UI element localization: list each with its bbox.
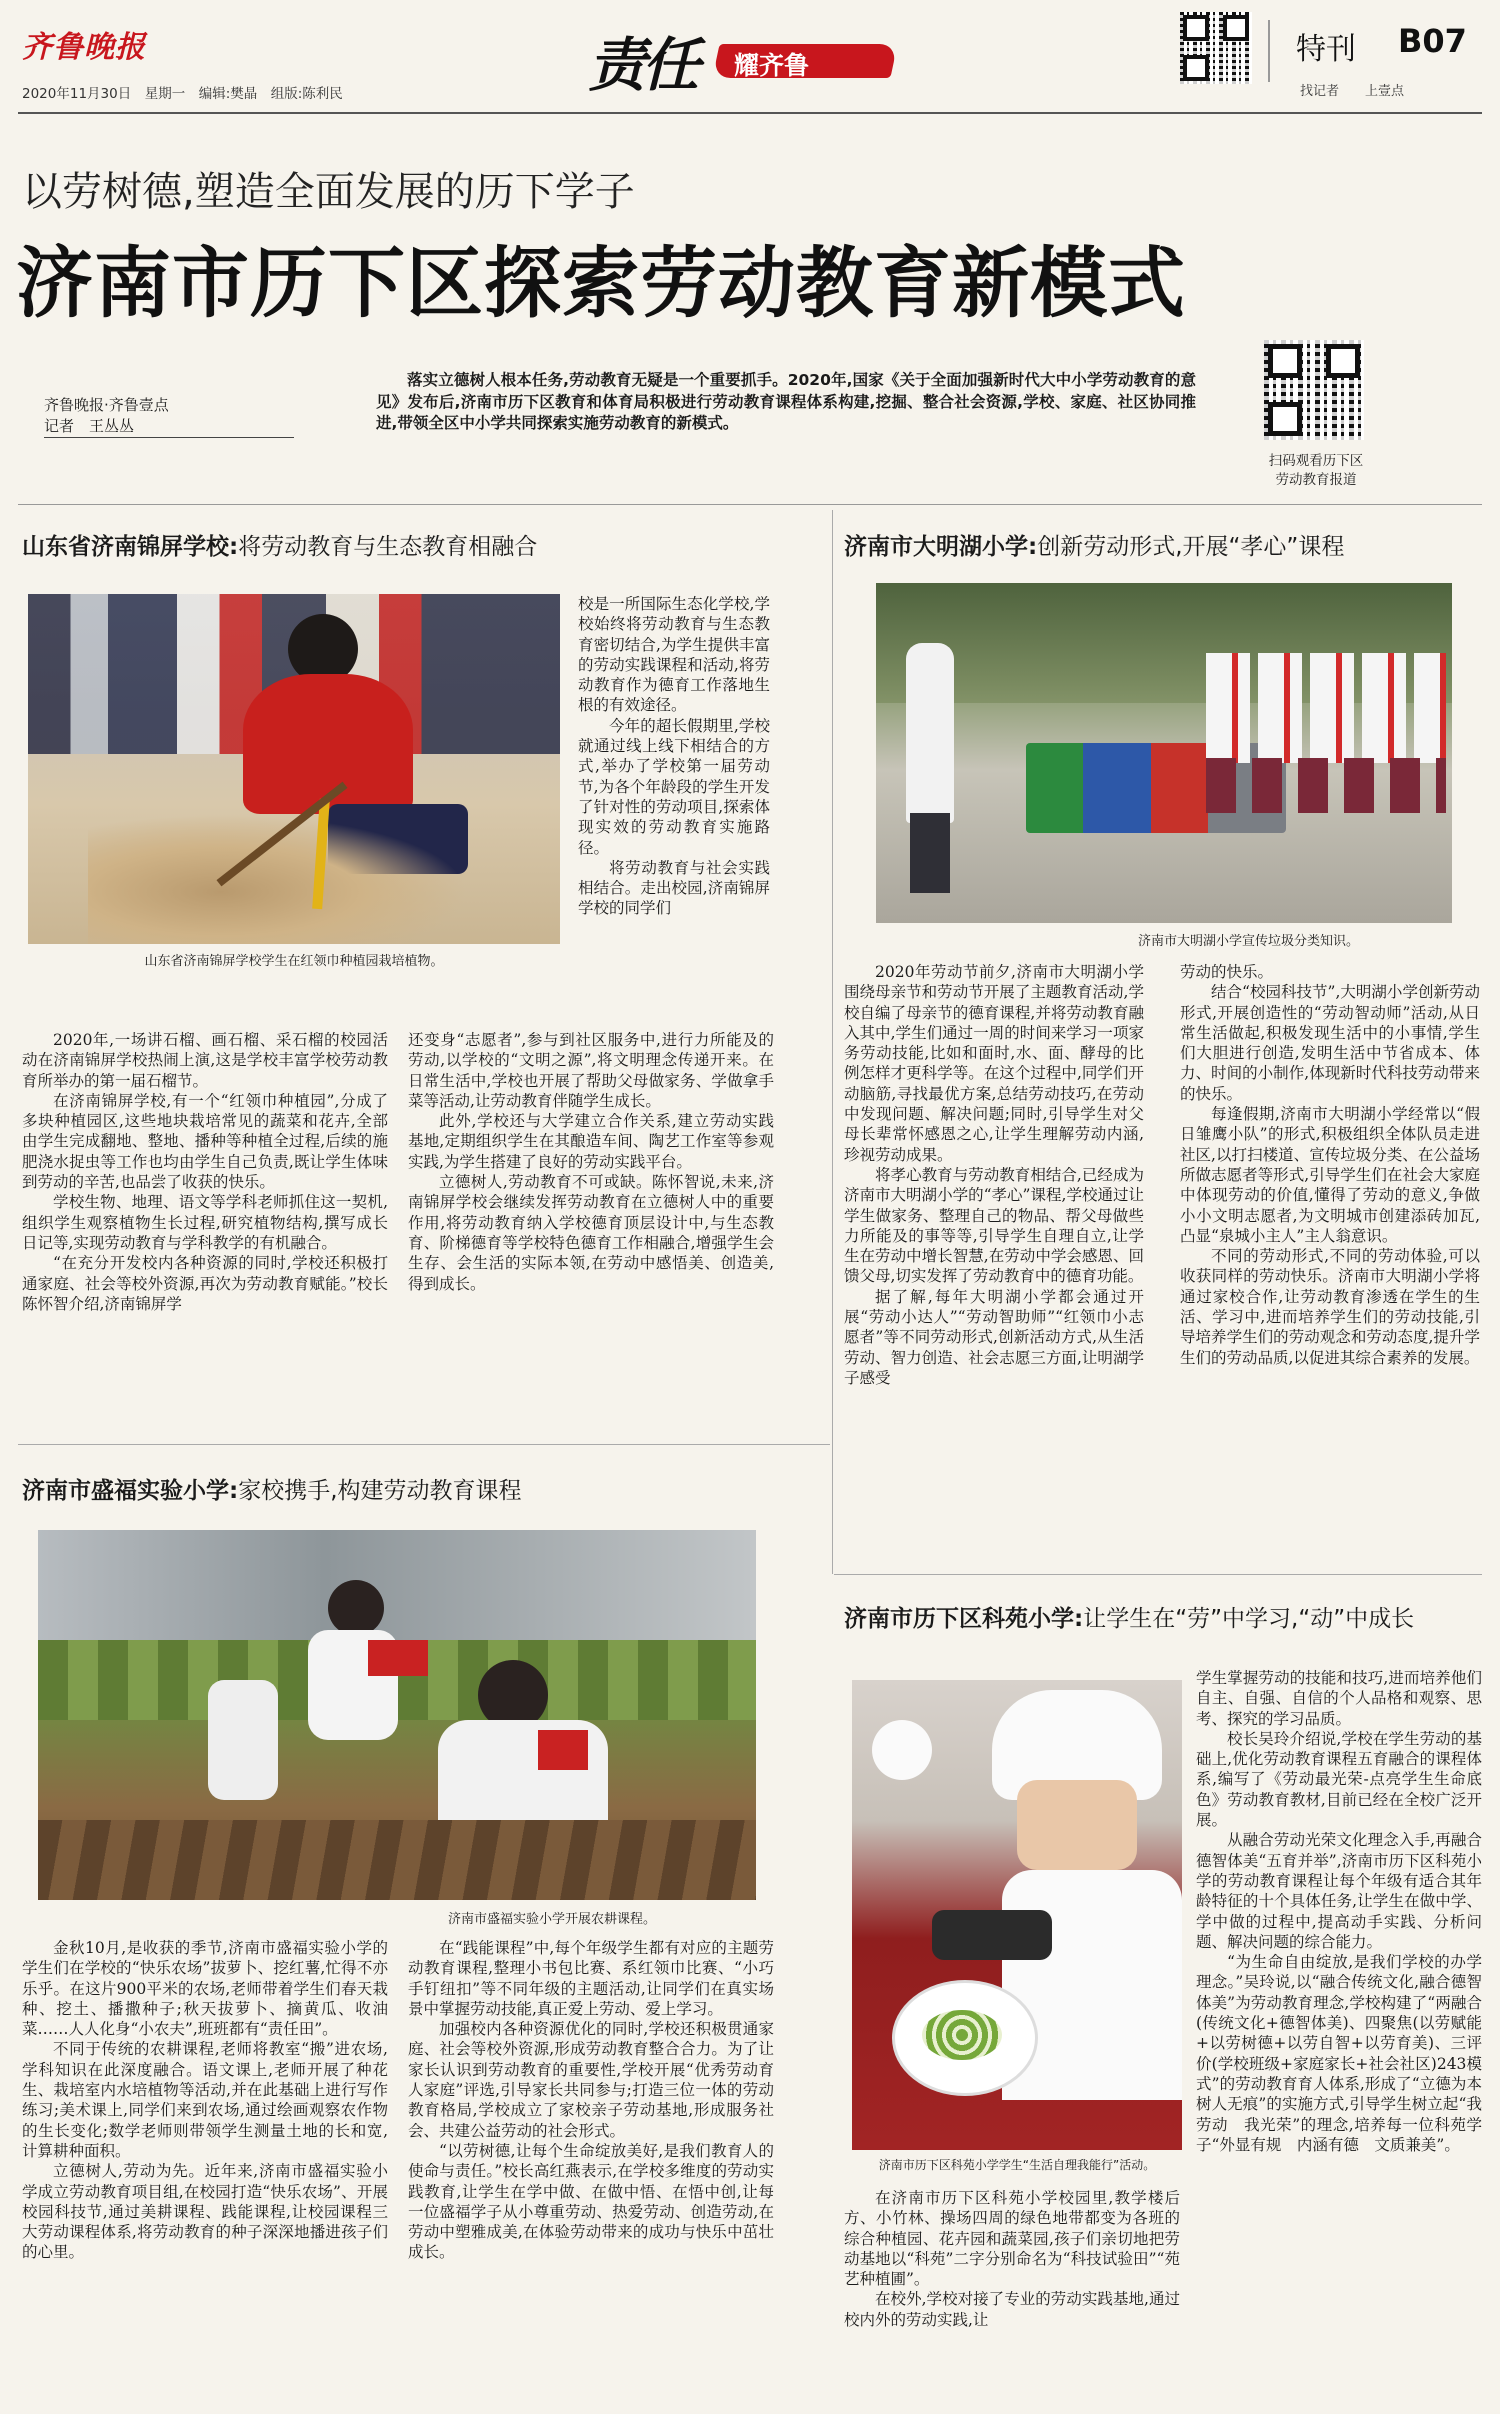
qr-caption: [1236, 452, 1396, 490]
shengfu-column-b: [408, 1938, 774, 2263]
section-divider: [834, 1574, 1482, 1575]
paragraph: 2020年劳动节前夕,济南市大明湖小学围绕母亲节和劳动节开展了主题教育活动,学校自编了母亲节的德育课程,并将劳动教育融入其中,学生们通过一周的时间来学习一项家务劳动技能,比如和面时,水、面、酵母的比例怎样才更科学等。在这个过程中,同学们开动脑筋,寻找最优方案,总结劳动技巧,在劳动中发现问题、解决问题;同时,引导学生对父母长辈常怀感恩之心,让学生理解劳动内涵,珍视劳动成果。: [844, 963, 1144, 1164]
lead-paragraph: 落实立德树人根本任务,劳动教育无疑是一个重要抓手。2020年,国家《关于全面加强新时代大中小学劳动教育的意见》发布后,济南市历下区教育和体育局积极进行劳动教育课程体系构建,挖掘、整合社会资源,学校、家庭、社区协同推进,带领全区中小学共同探索实施劳动教育的新模式。: [376, 371, 1196, 432]
photo-daminghu-recycling: [876, 583, 1452, 923]
section-title-shengfu: [22, 1472, 522, 1505]
keyuan-bottom-column: [844, 2188, 1180, 2330]
article-qr-code: [1264, 340, 1364, 440]
paragraph: 加强校内各种资源优化的同时,学校还积极贯通家庭、社会等校外资源,形成劳动教育整合合力。为了让家长认识到劳动教育的重要性,学校开展“优秀劳动育人家庭”评选,引导家长共同参与;打造三位一体的劳动教育格局,学校成立了家校亲子劳动基地,形成服务社会、共建公益劳动的社会形式。: [408, 2020, 774, 2140]
photo-shengfu-farming: [38, 1530, 756, 1900]
paragraph: 校是一所国际生态化学校,学校始终将劳动教育与生态教育密切结合,为学生提供丰富的劳动实践课程和活动,将劳动教育作为德育工作落地生根的有效途径。: [578, 595, 770, 715]
school-name: 济南市大明湖小学:: [844, 534, 1038, 560]
paragraph: 在校外,学校对接了专业的劳动实践基地,通过校内外的劳动实践,让: [844, 2290, 1180, 2329]
paragraph: 立德树人,劳动教育不可或缺。陈怀智说,未来,济南锦屏学校会继续发挥劳动教育在立德树人中的重要作用,将劳动教育纳入学校德育顶层设计中,与生态教育、阶梯德育等学校特色德育工作相融合,增强学生会生存、会生活的实际本领,在劳动中感悟美、创造美,得到成长。: [408, 1173, 774, 1293]
byline-source: 齐鲁晚报·齐鲁壹点: [44, 396, 169, 414]
jinping-column-a: [22, 1030, 388, 1314]
reporter-contact-note: 找记者 上壹点: [1300, 84, 1405, 99]
paragraph: 据了解,每年大明湖小学都会通过开展“劳动小达人”“劳动智助师”“红领巾小志愿者”等不同劳动形式,创新活动方式,从生活劳动、智力创造、社会志愿三方面,让明湖学子感受: [844, 1287, 1144, 1387]
photo-caption-daminghu: 济南市大明湖小学宣传垃圾分类知识。: [1138, 934, 1360, 949]
paragraph: 不同的劳动形式,不同的劳动体验,可以收获同样的劳动快乐。济南市大明湖小学将通过家校合作,让劳动教育渗透在学生的生活、学习中,进而培养学生们的劳动技能,引导培养学生们的劳动观念和劳动态度,提升学生们的劳动品质,以促进其综合素养的发展。: [1180, 1247, 1480, 1367]
photo-caption-shengfu: 济南市盛福实验小学开展农耕课程。: [448, 1912, 657, 1927]
paragraph: “为生命自由绽放,是我们学校的办学理念。”吴玲说,以“融合传统文化,融合德智体美”为劳动教育理念,学校构建了“两融合(传统文化+德智体美)、四聚焦(以劳赋能+以劳树德+以劳自智+以劳育美)、三评价(学校班级+家庭家长+社会社区)243模式”的劳动教育育人体系,形成了“立德为本 树人无痕”的实施方式,引导学生树立起“我劳动 我光荣”的理念,培养每一位科苑学子“外显有规 内涵有德 文质兼美”。: [1196, 1953, 1498, 2154]
responsibility-logo: [588, 14, 938, 98]
paragraph: 从融合劳动光荣文化理念入手,再融合德智体美“五育并举”,济南市历下区科苑小学的劳动教育课程让每个年级有适合其年龄特征的十个具体任务,让学生在做中学、学中做的过程中,提高动手实践、分析问题、解决问题的综合能力。: [1196, 1831, 1482, 1951]
logo-tag: 耀齐鲁: [734, 51, 810, 80]
photo-caption-jinping: 山东省济南锦屏学校学生在红领巾种植园栽培植物。: [144, 954, 444, 969]
section-divider: [18, 1444, 830, 1445]
jinping-column-b: [408, 1030, 774, 1294]
section-title-keyuan: [844, 1600, 1414, 1633]
paragraph: 今年的超长假期里,学校就通过线上线下相结合的方式,举办了学校第一届劳动节,为各个年龄段的学生开发了针对性的劳动项目,探索体现实效的劳动教育实施路径。: [578, 716, 770, 857]
page-number: B07: [1398, 22, 1467, 60]
section-subtitle: 将劳动教育与生态教育相融合: [238, 534, 538, 560]
paragraph: 学校生物、地理、语文等学科老师抓住这一契机,组织学生观察植物生长过程,研究植物结构,撰写成长日记等,实现劳动教育与学科教学的有机融合。: [22, 1193, 388, 1252]
photo-jinping-garden: [28, 594, 560, 944]
date-line: 2020年11月30日 星期一 编辑:樊晶 组版:陈利民: [22, 86, 343, 102]
lead-rule: [18, 504, 1482, 505]
school-name: 济南市历下区科苑小学:: [844, 1606, 1084, 1632]
school-name: 济南市盛福实验小学:: [22, 1478, 239, 1504]
keyuan-side-column: [1196, 1668, 1498, 2155]
paragraph: 劳动的快乐。: [1180, 963, 1274, 981]
section-title-daminghu: [844, 528, 1344, 561]
paragraph: 在“践能课程”中,每个年级学生都有对应的主题劳动教育课程,整理小书包比赛、系红领巾比赛、“小巧手钉纽扣”等不同年级的主题活动,让同学们在真实场景中掌握劳动技能,真正爱上劳动、爱上学习。: [408, 1939, 774, 2018]
paragraph: 每逢假期,济南市大明湖小学经常以“假日雏鹰小队”的形式,积极组织全体队员走进社区,以打扫楼道、宣传垃圾分类、在公益场所做志愿者等形式,引导学生们在社会大家庭中体现劳动的价值,懂得了劳动的意义,争做小小文明志愿者,为文明城市创建添砖加瓦,凸显“泉城小主人”主人翁意识。: [1180, 1105, 1480, 1245]
paragraph: “以劳树德,让每个生命绽放美好,是我们教育人的使命与责任。”校长高红燕表示,在学校多维度的劳动实践教育,让学生在学中做、在做中悟、在悟中创,让每一位盛福学子从小尊重劳动、热爱劳动、创造劳动,在劳动中塑雅成美,在体验劳动带来的成功与快乐中茁壮成长。: [408, 2141, 774, 2262]
masthead-rule: [18, 112, 1482, 114]
paragraph: 结合“校园科技节”,大明湖小学创新劳动形式,开展创造性的“劳动智动师”活动,从日常生活做起,积极发现生活中的小事情,学生们大胆进行创造,发明生活中节省成本、体力、时间的小制作,体现新时代科技劳动带来的快乐。: [1180, 983, 1480, 1103]
byline: [44, 395, 304, 438]
paragraph: 校长吴玲介绍说,学校在学生劳动的基础上,优化劳动教育课程五育融合的课程体系,编写了《劳动最光荣-点亮学生生命底色》劳动教育教材,目前已经在全校广泛开展。: [1196, 1729, 1482, 1830]
headline-kicker: 以劳树德,塑造全面发展的历下学子: [22, 169, 635, 215]
paragraph: 金秋10月,是收获的季节,济南市盛福实验小学的学生们在学校的“快乐农场”拔萝卜、挖红薯,忙得不亦乐乎。在这片900平米的农场,老师带着学生们春天栽种、挖土、播撒种子;秋天拔萝卜、摘黄瓜、收油菜……人人化身“小农夫”,班班都有“责任田”。: [22, 1939, 388, 2039]
paragraph: 在济南市历下区科苑小学校园里,教学楼后方、小竹林、操场四周的绿色地带都变为各班的综合种植园、花卉园和蔬菜园,孩子们亲切地把劳动基地以“科苑”二字分别命名为“科技试验田”“苑艺种植圃”。: [844, 2189, 1180, 2289]
section-subtitle: 创新劳动形式,开展“孝心”课程: [1037, 534, 1345, 560]
masthead-divider: [1268, 20, 1270, 82]
paragraph: “在充分开发校内各种资源的同时,学校还积极打通家庭、社会等校外资源,再次为劳动教育赋能。”校长陈怀智介绍,济南锦屏学: [22, 1254, 388, 1313]
section-subtitle: 家校携手,构建劳动教育课程: [238, 1478, 522, 1504]
section-label: 特刊: [1296, 32, 1356, 67]
headline-title: 济南市历下区探索劳动教育新模式: [16, 240, 1186, 329]
paper-logo: 齐鲁晚报: [22, 30, 146, 65]
paragraph: 学生掌握劳动的技能和技巧,进而培养他们自主、自强、自信的个人品格和观察、思考、探究的学习品质。: [1196, 1669, 1482, 1728]
paragraph: 将劳动教育与社会实践相结合。走出校园,济南锦屏学校的同学们: [578, 858, 770, 918]
logo-main: 责任: [588, 31, 697, 99]
section-subtitle: 让学生在“劳”中学习,“动”中成长: [1083, 1606, 1415, 1632]
daminghu-column-b: [1180, 962, 1480, 1368]
photo-keyuan-cooking: [852, 1680, 1182, 2150]
masthead-qr-code: [1180, 12, 1252, 84]
paragraph: 2020年,一场讲石榴、画石榴、采石榴的校园活动在济南锦屏学校热闹上演,这是学校丰富学校劳动教育所举办的第一届石榴节。: [22, 1031, 388, 1090]
section-title-jinping: [22, 528, 537, 561]
byline-reporter: 记者 王丛丛: [44, 416, 294, 438]
qr-caption-line-2: 劳动教育报道: [1275, 472, 1357, 488]
paragraph: 在济南锦屏学校,有一个“红领巾种植园”,分成了多块种植园区,这些地块栽培常见的蔬菜和花卉,全部由学生完成翻地、整地、播种等种植全过程,后续的施肥浇水捉虫等工作也均由学生自己负责,既让学生体味到劳动的辛苦,也品尝了收获的快乐。: [22, 1091, 388, 1192]
jinping-side-column: [578, 594, 770, 919]
paragraph: 立德树人,劳动为先。近年来,济南市盛福实验小学成立劳动教育项目组,在校园打造“快乐农场”、开展校园科技节,通过美耕课程、践能课程,让校园课程三大劳动课程体系,将劳动教育的种子深深地播进孩子们的心里。: [22, 2162, 388, 2262]
daminghu-column-a: [844, 962, 1144, 1388]
qr-caption-line-1: 扫码观看历下区: [1268, 453, 1364, 469]
paragraph: 还变身“志愿者”,参与到社区服务中,进行力所能及的劳动,以学校的“文明之源”,将文明理念传递开来。在日常生活中,学校也开展了帮助父母做家务、学做拿手菜等活动,让劳动教育伴随学生成长。: [408, 1031, 774, 1110]
shengfu-column-a: [22, 1938, 388, 2263]
paragraph: 此外,学校还与大学建立合作关系,建立劳动实践基地,定期组织学生在其酿造车间、陶艺工作室等参观实践,为学生搭建了良好的劳动实践平台。: [408, 1112, 774, 1171]
paragraph: 将孝心教育与劳动教育相结合,已经成为济南市大明湖小学的“孝心”课程,学校通过让学生做家务、整理自己的物品、帮父母做些力所能及的事等等,引导学生自理自立,让学生在劳动中增长智慧,在劳动中学会感恩、回馈父母,切实发挥了劳动教育中的德育功能。: [844, 1165, 1144, 1286]
photo-caption-keyuan: 济南市历下区科苑小学学生“生活自理我能行”活动。: [878, 2158, 1156, 2172]
school-name: 山东省济南锦屏学校:: [22, 534, 239, 560]
paragraph: 不同于传统的农耕课程,老师将教室“搬”进农场,学科知识在此深度融合。语文课上,老师开展了种花生、栽培室内水培植物等活动,并在此基础上进行写作练习;美术课上,同学们来到农场,通过绘画观察农作物的生长变化;数学老师则带领学生测量土地的长和宽,计算耕种面积。: [22, 2040, 388, 2160]
column-divider: [832, 510, 833, 1574]
